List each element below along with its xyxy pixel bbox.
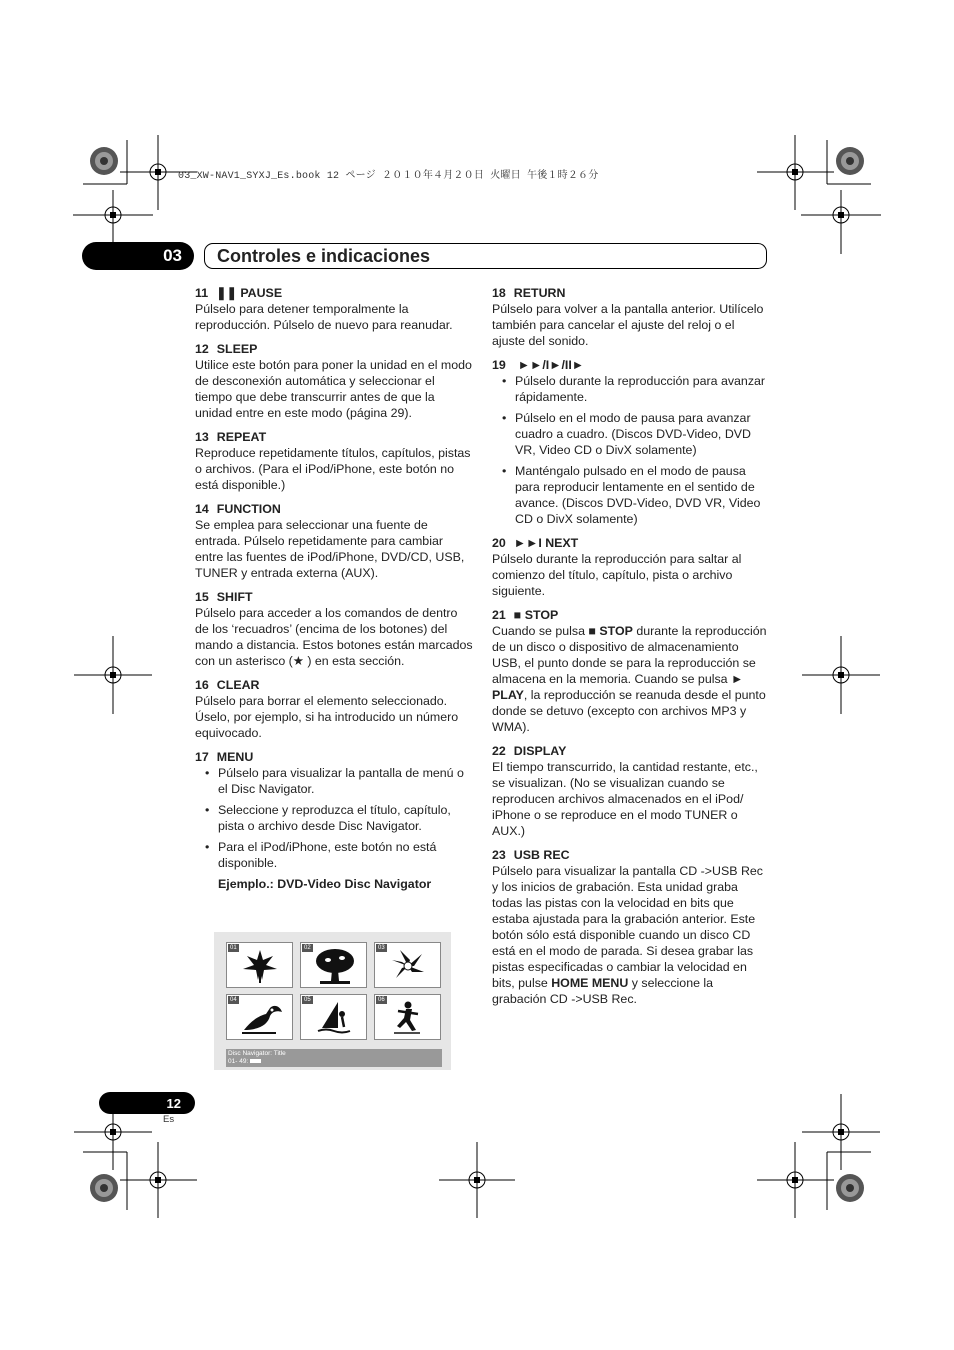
section-number: 21 bbox=[492, 608, 506, 622]
section-14 bbox=[195, 501, 473, 581]
section-title: USB REC bbox=[513, 848, 570, 862]
section-number: 22 bbox=[492, 744, 506, 758]
section-title: ►►/I►/II► bbox=[517, 358, 585, 372]
skater-icon bbox=[388, 1000, 428, 1036]
thumbnail bbox=[300, 942, 367, 988]
tree-icon bbox=[314, 948, 356, 984]
home-menu-button-ref: HOME MENU bbox=[551, 976, 629, 990]
section-body: Púlselo para acceder a los comandos de dentro de los ‘recuadros’ (encima de los botones) del mando a distancia. Estos botones están marcados con un asterisco (★ ) en esta sección. bbox=[195, 606, 473, 668]
section-title: DISPLAY bbox=[513, 744, 567, 758]
section-title: RETURN bbox=[513, 286, 566, 300]
thumbnail bbox=[374, 942, 441, 988]
section-18 bbox=[492, 285, 770, 349]
section-22 bbox=[492, 743, 770, 839]
section-title: MENU bbox=[216, 750, 254, 764]
section-title: ►►I NEXT bbox=[513, 536, 579, 550]
section-body bbox=[492, 863, 770, 1007]
section-body bbox=[492, 623, 770, 735]
thumbnail bbox=[374, 994, 441, 1040]
section-body: El tiempo transcurrido, la cantidad restante, etc., se visualizan. (No se visualizan cuando se reproducen archivos almacenados en el iPod/ iPhone o se reproduce en el modo TUNER o AUX.) bbox=[492, 760, 758, 838]
thumbnail-number: 02 bbox=[304, 945, 311, 951]
section-19 bbox=[492, 357, 770, 527]
section-21 bbox=[492, 607, 770, 735]
section-number: 12 bbox=[195, 342, 209, 356]
chapter-title: Controles e indicaciones bbox=[204, 243, 767, 269]
bullet-list bbox=[492, 373, 770, 527]
body-text: y seleccione la grabación CD ->USB Rec. bbox=[492, 976, 714, 1006]
body-text: durante la reproducción de un disco o dispositivo de almacenamiento USB, el punto donde se para la reproducción se almacena en la memoria. Cuando se pulsa bbox=[492, 624, 767, 686]
section-body: Utilice este botón para poner la unidad en el modo de desconexión automática y seleccionar el tiempo que debe transcurrir antes de que la unidad entre en este modo (página 29). bbox=[195, 358, 472, 420]
leaf-icon bbox=[240, 948, 280, 984]
windsurfer-icon bbox=[314, 1000, 354, 1036]
section-number: 16 bbox=[195, 678, 209, 692]
thumbnail-number: 04 bbox=[230, 997, 237, 1003]
section-number: 18 bbox=[492, 286, 506, 300]
section-title: REPEAT bbox=[216, 430, 267, 444]
navigator-title-label: Disc Navigator: Title bbox=[228, 1050, 286, 1057]
left-column bbox=[195, 285, 473, 900]
example-caption: Ejemplo.: DVD-Video Disc Navigator bbox=[218, 877, 432, 891]
thumbnail-number: 05 bbox=[304, 997, 311, 1003]
disc-navigator-illustration bbox=[214, 932, 451, 1070]
page-number: 12 bbox=[99, 1092, 195, 1114]
bullet-list bbox=[195, 765, 473, 871]
body-text: Cuando se pulsa bbox=[492, 624, 589, 638]
section-body: Púlselo durante la reproducción para saltar al comienzo del título, capítulo, pista o archivo siguiente. bbox=[492, 552, 742, 598]
section-12 bbox=[195, 341, 473, 421]
section-number: 23 bbox=[492, 848, 506, 862]
list-item: • Para el iPod/iPhone, este botón no está disponible. bbox=[195, 839, 473, 871]
section-number: 17 bbox=[195, 750, 209, 764]
section-title: FUNCTION bbox=[216, 502, 281, 516]
section-number: 14 bbox=[195, 502, 209, 516]
list-item: • Púlselo en el modo de pausa para avanzar cuadro a cuadro. (Discos DVD-Video, DVD VR, Video CD o DivX solamente) bbox=[492, 410, 770, 458]
section-title: ■ STOP bbox=[513, 608, 559, 622]
section-23 bbox=[492, 847, 770, 1007]
thumbnail bbox=[226, 942, 293, 988]
right-column bbox=[492, 285, 770, 1015]
section-number: 15 bbox=[195, 590, 209, 604]
thumbnail-number: 06 bbox=[378, 997, 385, 1003]
navigator-status-bar bbox=[226, 1049, 442, 1067]
thumbnail-number: 01 bbox=[230, 945, 237, 951]
print-header-line: 03_XW-NAV1_SYXJ_Es.book 12 ページ ２０１０年４月２０日 火曜日 午後１時２６分 bbox=[178, 171, 599, 182]
section-title: CLEAR bbox=[216, 678, 260, 692]
section-16 bbox=[195, 677, 473, 741]
section-body: Púlselo para borrar el elemento seleccionado. Úselo, por ejemplo, si ha introducido un número equivocado. bbox=[195, 694, 459, 740]
section-20 bbox=[492, 535, 770, 599]
navigator-range-label: 01- 49: bbox=[228, 1058, 249, 1065]
body-text: Púlselo para visualizar la pantalla CD ->USB Rec y los inicios de grabación. Esta unidad graba todas las pistas con la velocidad en bits que estaba ajustada para la grabación anterior. Este botón sólo está disponible cuando un disco CD está en el modo de parada. Si desea grabar las pistas especificadas o cambiar la velocidad en bits, pulse bbox=[492, 864, 763, 990]
list-item: • Púlselo durante la reproducción para avanzar rápidamente. bbox=[492, 373, 770, 405]
list-item: • Púlselo para visualizar la pantalla de menú o el Disc Navigator. bbox=[195, 765, 473, 797]
section-body: Reproduce repetidamente títulos, capítulos, pistas o archivos. (Para el iPod/iPhone, este botón no está disponible.) bbox=[195, 446, 471, 492]
section-number: 11 bbox=[195, 286, 209, 300]
toucan-icon bbox=[240, 1000, 284, 1036]
stop-button-ref: ■ STOP bbox=[588, 624, 633, 638]
section-title: ❚❚ PAUSE bbox=[216, 286, 283, 300]
section-number: 19 bbox=[492, 358, 506, 372]
lily-icon bbox=[388, 948, 428, 984]
thumbnail bbox=[226, 994, 293, 1040]
navigator-time-badge bbox=[250, 1059, 261, 1063]
body-text: , la reproducción se reanuda desde el punto donde se detuvo (excepto con archivos MP3 y WMA). bbox=[492, 688, 766, 734]
list-item: • Manténgalo pulsado en el modo de pausa para reproducir lentamente en el sentido de avance. (Discos DVD-Video, DVD VR, Video CD o DivX solamente) bbox=[492, 463, 770, 527]
section-title: SLEEP bbox=[216, 342, 258, 356]
section-body: Púlselo para detener temporalmente la reproducción. Púlselo de nuevo para reanudar. bbox=[195, 302, 453, 332]
section-11 bbox=[195, 285, 473, 333]
section-title: SHIFT bbox=[216, 590, 253, 604]
section-number: 13 bbox=[195, 430, 209, 444]
page-language: Es bbox=[163, 1114, 175, 1125]
section-body: Púlselo para volver a la pantalla anterior. Utilícelo también para cancelar el ajuste del reloj o el ajuste del sonido. bbox=[492, 302, 764, 348]
section-15 bbox=[195, 589, 473, 669]
list-item: • Seleccione y reproduzca el título, capítulo, pista o archivo desde Disc Navigator. bbox=[195, 802, 473, 834]
thumbnail-number: 03 bbox=[378, 945, 385, 951]
play-button-ref: ► PLAY bbox=[492, 672, 744, 702]
chapter-number: 03 bbox=[82, 242, 194, 270]
section-number: 20 bbox=[492, 536, 506, 550]
thumbnail bbox=[300, 994, 367, 1040]
section-17 bbox=[195, 749, 473, 892]
section-body: Se emplea para seleccionar una fuente de entrada. Púlselo repetidamente para cambiar entre las fuentes de iPod/iPhone, DVD/CD, USB, TUNER y entrada externa (AUX). bbox=[195, 518, 465, 580]
section-13 bbox=[195, 429, 473, 493]
